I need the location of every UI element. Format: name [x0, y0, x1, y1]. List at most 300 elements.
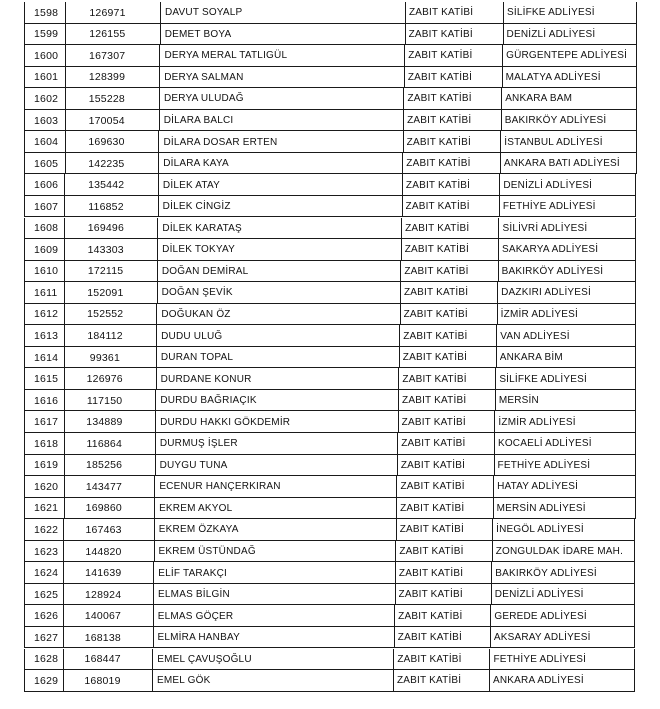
column-divider	[403, 88, 404, 110]
column-divider	[24, 627, 25, 649]
column-divider	[155, 433, 156, 455]
person-name: EMEL ÇAVUŞOĞLU	[157, 653, 252, 665]
column-divider	[157, 218, 158, 240]
column-divider	[493, 498, 494, 520]
person-name: DİLARA DOSAR ERTEN	[163, 136, 278, 148]
assigned-location: SİLİFKE ADLİYESİ	[499, 373, 587, 385]
column-divider	[158, 196, 159, 218]
column-divider	[498, 218, 499, 240]
table-row	[24, 541, 634, 563]
registry-id: 152091	[87, 286, 124, 299]
table-row	[24, 261, 635, 283]
job-title: ZABIT KATİBİ	[398, 567, 464, 579]
column-divider	[24, 174, 25, 196]
column-divider	[152, 649, 153, 671]
column-divider	[24, 476, 25, 498]
registry-id: 116864	[86, 437, 122, 450]
column-divider	[24, 2, 25, 24]
column-divider	[397, 433, 398, 455]
column-divider	[635, 304, 636, 326]
column-divider	[393, 670, 394, 692]
row-number: 1617	[34, 416, 59, 429]
column-divider	[24, 390, 25, 412]
job-title: ZABIT KATİBİ	[398, 589, 463, 601]
job-title: ZABIT KATİBİ	[405, 179, 471, 191]
registry-id: 144820	[85, 545, 122, 558]
table-row	[24, 24, 636, 46]
assigned-location: GÜRGENTEPE ADLİYESİ	[506, 50, 628, 62]
column-divider	[393, 649, 394, 671]
job-title: ZABIT KATİBİ	[403, 308, 468, 320]
row-number: 1629	[34, 674, 59, 687]
assigned-location: DENİZLİ ADLİYESİ	[494, 589, 584, 601]
row-number: 1603	[34, 114, 59, 127]
column-divider	[157, 239, 158, 261]
registry-id: 135442	[88, 179, 125, 192]
assigned-location: FETHİYE ADLİYESİ	[497, 459, 591, 471]
column-divider	[24, 562, 25, 584]
person-name: EKREM ÖZKAYA	[158, 524, 239, 536]
column-divider	[634, 649, 635, 671]
job-title: ZABIT KATİBİ	[400, 459, 466, 471]
column-divider	[503, 2, 504, 24]
column-divider	[399, 325, 400, 347]
row-number: 1604	[34, 136, 59, 149]
row-number: 1614	[34, 351, 59, 364]
assigned-location: ANKARA ADLİYESİ	[493, 675, 584, 687]
column-divider	[399, 347, 400, 369]
column-divider	[636, 67, 637, 89]
person-name: ELMİRA HANBAY	[157, 632, 240, 644]
column-divider	[495, 390, 496, 412]
column-divider	[160, 24, 161, 46]
column-divider	[24, 605, 25, 627]
table-row	[24, 304, 635, 326]
column-divider	[158, 174, 159, 196]
registry-id: 169860	[85, 502, 122, 515]
column-divider	[398, 390, 399, 412]
column-divider	[502, 67, 503, 89]
assigned-location: İNEGÖL ADLİYESİ	[496, 524, 584, 536]
column-divider	[398, 411, 399, 433]
column-divider	[634, 627, 635, 649]
column-divider	[501, 88, 502, 110]
column-divider	[636, 131, 637, 153]
column-divider	[24, 282, 25, 304]
column-divider	[489, 649, 490, 671]
column-divider	[153, 605, 154, 627]
column-divider	[24, 498, 25, 520]
registry-id: 168019	[84, 674, 121, 687]
column-divider	[498, 261, 499, 283]
row-number: 1599	[34, 28, 59, 41]
person-name: DİLEK ATAY	[162, 179, 220, 191]
column-divider	[153, 627, 154, 649]
person-name: DERYA SALMAN	[164, 71, 244, 83]
column-divider	[634, 562, 635, 584]
registry-id: 169496	[87, 222, 124, 235]
assigned-location: İSTANBUL ADLİYESİ	[504, 136, 603, 148]
column-divider	[24, 67, 25, 89]
column-divider	[635, 476, 636, 498]
column-divider	[153, 562, 154, 584]
column-divider	[492, 519, 493, 541]
row-number: 1602	[34, 92, 59, 105]
registry-id: 167463	[85, 523, 122, 536]
column-divider	[159, 45, 160, 67]
person-name: DURAN TOPAL	[160, 352, 234, 364]
person-name: ELMAS GÖÇER	[157, 610, 234, 622]
column-divider	[503, 24, 504, 46]
table-row	[24, 627, 634, 649]
person-name: EMEL GÖK	[157, 675, 211, 687]
table-row	[24, 88, 636, 110]
assigned-location: SAKARYA ADLİYESİ	[502, 244, 599, 256]
row-number: 1616	[34, 394, 59, 407]
column-divider	[636, 2, 637, 24]
column-divider	[636, 24, 637, 46]
registry-id: 169630	[88, 136, 125, 149]
person-name: DUDU ULUĞ	[161, 330, 223, 342]
column-divider	[634, 584, 635, 606]
column-divider	[635, 239, 636, 261]
column-divider	[152, 670, 153, 692]
table-row	[24, 325, 635, 347]
job-title: ZABIT KATİBİ	[405, 201, 470, 213]
assigned-location: İZMİR ADLİYESİ	[500, 308, 578, 320]
assigned-location: DAZKIRI ADLİYESİ	[501, 287, 592, 299]
column-divider	[494, 433, 495, 455]
assigned-location: GEREDE ADLİYESİ	[494, 610, 587, 622]
table-row	[24, 131, 636, 153]
table-row	[24, 110, 636, 132]
table-row	[24, 282, 635, 304]
assigned-location: MERSİN	[498, 395, 539, 407]
column-divider	[24, 110, 25, 132]
person-name: ECENUR HANÇERKIRAN	[159, 481, 281, 493]
column-divider	[154, 498, 155, 520]
registry-id: 126971	[89, 6, 126, 19]
person-name: DİLEK CİNGİZ	[162, 201, 231, 213]
column-divider	[635, 498, 636, 520]
assigned-location: BAKIRKÖY ADLİYESİ	[501, 265, 604, 277]
person-name: DURDU BAĞRIAÇIK	[160, 395, 257, 407]
table-row	[24, 67, 636, 89]
table-row	[24, 584, 634, 606]
column-divider	[24, 153, 25, 175]
column-divider	[635, 411, 636, 433]
column-divider	[24, 196, 25, 218]
table-row	[24, 239, 635, 261]
column-divider	[24, 239, 25, 261]
column-divider	[494, 455, 495, 477]
column-divider	[157, 261, 158, 283]
person-name: EKREM ÜSTÜNDAĞ	[158, 546, 256, 558]
column-divider	[24, 218, 25, 240]
column-divider	[396, 498, 397, 520]
job-title: ZABIT KATİBİ	[407, 93, 472, 105]
registry-id: 184112	[87, 330, 123, 343]
table-row	[24, 605, 634, 627]
column-divider	[400, 261, 401, 283]
registry-id: 128399	[88, 71, 126, 84]
column-divider	[404, 67, 405, 89]
column-divider	[394, 627, 395, 649]
assigned-location: DENİZLİ ADLİYESİ	[503, 179, 593, 191]
column-divider	[24, 584, 25, 606]
column-divider	[502, 45, 503, 67]
column-divider	[491, 584, 492, 606]
column-divider	[634, 519, 635, 541]
column-divider	[490, 605, 491, 627]
row-number: 1625	[34, 588, 59, 601]
person-name: DURDANE KONUR	[160, 373, 252, 385]
column-divider	[155, 411, 156, 433]
row-number: 1626	[34, 610, 59, 623]
job-title: ZABIT KATİBİ	[407, 71, 473, 83]
registry-id: 167307	[89, 49, 126, 62]
table-row	[24, 433, 635, 455]
person-name: ELMAS BİLGİN	[158, 589, 230, 601]
column-divider	[634, 605, 635, 627]
job-title: ZABIT KATİBİ	[399, 524, 464, 536]
column-divider	[160, 2, 161, 24]
assigned-location: VAN ADLİYESİ	[500, 330, 570, 342]
table-row	[24, 174, 635, 196]
column-divider	[402, 196, 403, 218]
person-name: DİLEK TOKYAY	[162, 244, 235, 256]
column-divider	[396, 519, 397, 541]
row-number: 1600	[34, 49, 59, 62]
job-title: ZABIT KATİBİ	[402, 373, 467, 385]
job-title: ZABIT KATİBİ	[408, 50, 473, 62]
column-divider	[495, 368, 496, 390]
column-divider	[158, 153, 159, 175]
column-divider	[635, 390, 636, 412]
assigned-location: ANKARA BATI ADLİYESİ	[503, 158, 620, 170]
column-divider	[400, 304, 401, 326]
column-divider	[401, 239, 402, 261]
job-title: ZABIT KATİBİ	[399, 546, 464, 558]
row-number: 1628	[34, 653, 59, 666]
assigned-location: BAKIRKÖY ADLİYESİ	[504, 115, 607, 127]
person-name: DOĞUKAN ÖZ	[161, 308, 231, 320]
registry-id: 126155	[89, 28, 126, 41]
registry-id: 116852	[88, 200, 124, 213]
person-name: DERYA ULUDAĞ	[163, 93, 244, 105]
job-title: ZABIT KATİBİ	[400, 502, 465, 514]
column-divider	[636, 88, 637, 110]
assigned-location: AKSARAY ADLİYESİ	[493, 632, 591, 644]
assigned-location: FETHİYE ADLİYESİ	[502, 201, 596, 213]
job-title: ZABIT KATİBİ	[404, 265, 469, 277]
column-divider	[402, 153, 403, 175]
row-number: 1598	[34, 6, 59, 19]
column-divider	[400, 282, 401, 304]
column-divider	[24, 325, 25, 347]
table-row	[24, 498, 635, 520]
assigned-location: MERSİN ADLİYESİ	[496, 502, 586, 514]
column-divider	[501, 110, 502, 132]
job-title: ZABIT KATİBİ	[403, 330, 468, 342]
column-divider	[635, 196, 636, 218]
column-divider	[154, 476, 155, 498]
assigned-location: DENİZLİ ADLİYESİ	[506, 28, 596, 40]
registry-id: 185256	[85, 459, 123, 472]
column-divider	[496, 325, 497, 347]
row-number: 1618	[34, 437, 59, 450]
person-name: DUYGU TUNA	[159, 459, 228, 471]
column-divider	[402, 174, 403, 196]
table-row	[24, 196, 635, 218]
job-title: ZABIT KATİBİ	[406, 136, 471, 148]
registry-id: 128924	[85, 588, 122, 601]
person-name: DURDU HAKKI GÖKDEMİR	[160, 416, 291, 428]
column-divider	[159, 88, 160, 110]
job-title: ZABIT KATİBİ	[402, 352, 468, 364]
person-name: DAVUT SOYALP	[165, 7, 243, 19]
job-title: ZABIT KATİBİ	[407, 115, 472, 127]
job-title: ZABIT KATİBİ	[397, 632, 463, 644]
row-number: 1611	[34, 286, 58, 299]
column-divider	[398, 368, 399, 390]
column-divider	[401, 218, 402, 240]
table-row	[24, 390, 635, 412]
column-divider	[405, 24, 406, 46]
row-number: 1609	[34, 243, 59, 256]
registry-id: 168447	[84, 653, 121, 666]
column-divider	[159, 67, 160, 89]
column-divider	[154, 541, 155, 563]
job-title: ZABIT KATİBİ	[398, 610, 463, 622]
table-row	[24, 347, 635, 369]
registry-id: 172115	[87, 265, 124, 278]
assigned-location: SİLİVRİ ADLİYESİ	[502, 222, 588, 234]
column-divider	[396, 476, 397, 498]
table-row	[24, 368, 635, 390]
person-name: DİLARA KAYA	[163, 158, 229, 170]
person-name: DOĞAN ŞEVİK	[161, 287, 233, 299]
column-divider	[490, 627, 491, 649]
column-divider	[403, 131, 404, 153]
person-name: EKREM AKYOL	[159, 502, 233, 514]
row-number: 1601	[34, 71, 59, 84]
table-row	[24, 519, 634, 541]
column-divider	[24, 649, 25, 671]
job-title: ZABIT KATİBİ	[405, 222, 470, 234]
registry-id: 141639	[85, 567, 122, 580]
column-divider	[24, 368, 25, 390]
column-divider	[395, 584, 396, 606]
registry-id: 170054	[88, 114, 125, 127]
column-divider	[494, 411, 495, 433]
table-row	[24, 218, 635, 240]
column-divider	[498, 239, 499, 261]
assigned-location: SİLİFKE ADLİYESİ	[507, 7, 595, 19]
column-divider	[24, 304, 25, 326]
column-divider	[153, 584, 154, 606]
column-divider	[394, 605, 395, 627]
row-number: 1620	[34, 480, 59, 493]
column-divider	[397, 455, 398, 477]
row-number: 1607	[34, 200, 59, 213]
column-divider	[635, 455, 636, 477]
column-divider	[395, 562, 396, 584]
column-divider	[636, 110, 637, 132]
column-divider	[156, 325, 157, 347]
column-divider	[500, 153, 501, 175]
row-number: 1627	[34, 631, 59, 644]
column-divider	[635, 433, 636, 455]
column-divider	[635, 325, 636, 347]
column-divider	[635, 174, 636, 196]
column-divider	[404, 45, 405, 67]
row-number: 1623	[34, 545, 59, 558]
column-divider	[24, 261, 25, 283]
person-name: DEMET BOYA	[164, 28, 232, 40]
assigned-location: KOCAELİ ADLİYESİ	[497, 438, 592, 450]
job-title: ZABIT KATİBİ	[397, 653, 462, 665]
job-title: ZABIT KATİBİ	[404, 244, 469, 256]
assigned-location: MALATYA ADLİYESİ	[505, 71, 601, 83]
row-number: 1622	[34, 523, 59, 536]
column-divider	[155, 390, 156, 412]
column-divider	[395, 541, 396, 563]
column-divider	[497, 282, 498, 304]
table-row	[24, 411, 635, 433]
job-title: ZABIT KATİBİ	[400, 481, 465, 493]
column-divider	[634, 541, 635, 563]
column-divider	[496, 347, 497, 369]
job-title: ZABIT KATİBİ	[409, 7, 474, 19]
registry-id: 117150	[86, 394, 123, 407]
registry-id: 143477	[85, 480, 123, 493]
registry-id: 99361	[89, 351, 120, 364]
row-number: 1624	[34, 567, 59, 580]
column-divider	[635, 282, 636, 304]
row-number: 1605	[34, 157, 59, 170]
column-divider	[24, 541, 25, 563]
table-row	[24, 562, 634, 584]
column-divider	[635, 218, 636, 240]
person-name: DERYA MERAL TATLIGÜL	[164, 50, 288, 62]
person-name: DURMUŞ İŞLER	[159, 438, 238, 450]
job-title: ZABIT KATİBİ	[397, 675, 462, 687]
row-number: 1612	[34, 308, 59, 321]
row-number: 1613	[34, 330, 59, 343]
registry-id: 143303	[87, 243, 124, 256]
person-name: DOĞAN DEMİRAL	[161, 265, 249, 277]
column-divider	[499, 174, 500, 196]
column-divider	[158, 131, 159, 153]
job-title: ZABIT KATİBİ	[402, 395, 467, 407]
table-row	[24, 45, 636, 67]
column-divider	[491, 562, 492, 584]
row-number: 1619	[34, 459, 59, 472]
column-divider	[403, 110, 404, 132]
job-title: ZABIT KATİBİ	[401, 438, 466, 450]
registry-id: 142235	[88, 157, 125, 170]
column-divider	[24, 45, 25, 67]
column-divider	[500, 131, 501, 153]
column-divider	[24, 347, 25, 369]
column-divider	[156, 368, 157, 390]
row-number: 1610	[34, 265, 59, 278]
column-divider	[497, 304, 498, 326]
column-divider	[24, 24, 25, 46]
table-row	[24, 670, 634, 692]
row-number: 1621	[34, 502, 59, 515]
